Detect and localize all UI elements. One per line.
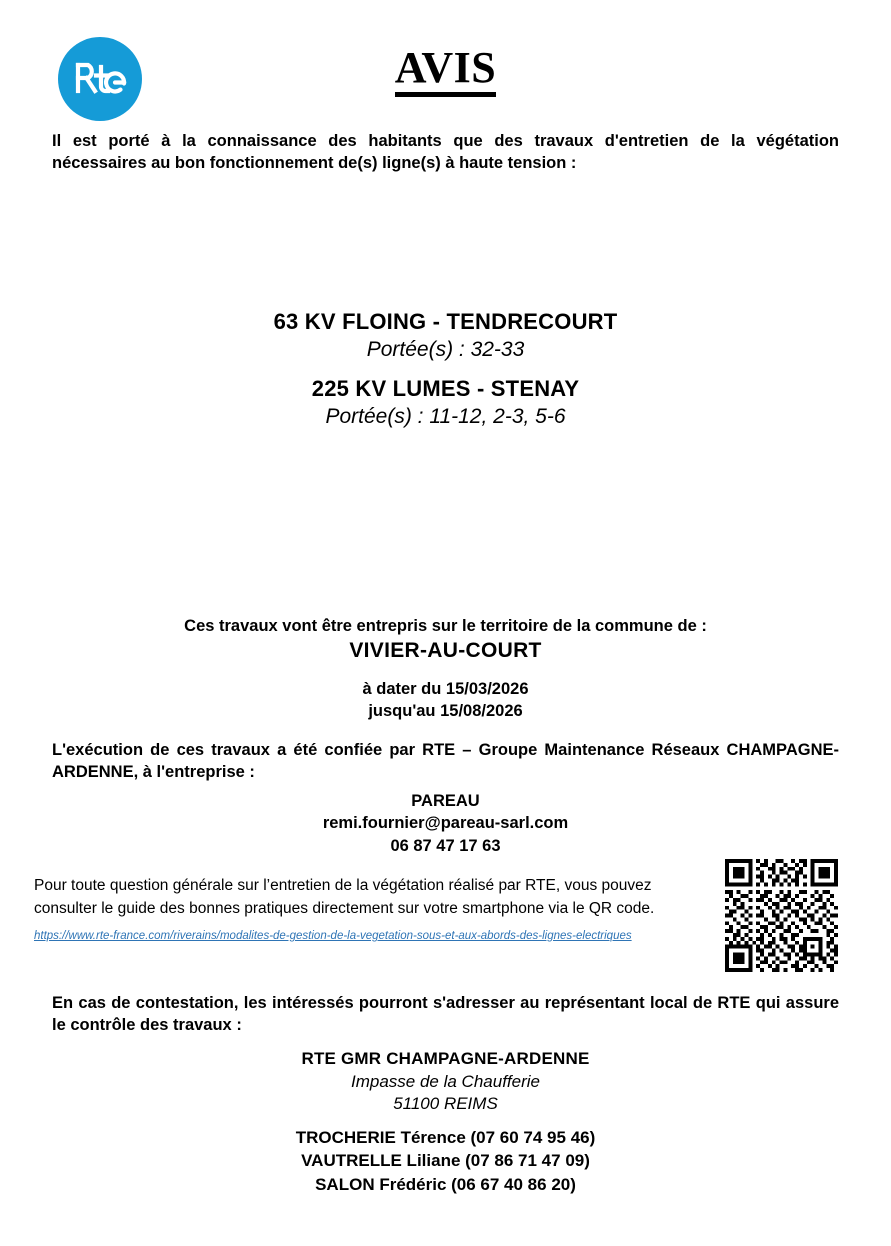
end-date: jusqu'au 15/08/2026 [368,702,523,721]
rte-office-city: 51100 REIMS [393,1094,498,1114]
qr-code[interactable] [725,859,838,972]
contractor-company: PAREAU [411,792,480,810]
contestation-lead: En cas de contestation, les intéressés pourront s'adresser au représentant local de RTE qui assure le contrôle des travaux : [52,994,839,1035]
line-2-block [0,375,891,430]
contractor-lead: L'exécution de ces travaux a été confiée par RTE – Groupe Maintenance Réseaux CHAMPAGNE-ARDENNE, à l'entreprise : [52,741,839,782]
line-1-spans: Portée(s) : 32-33 [366,337,525,361]
contact-person-1: TROCHERIE Térence (07 60 74 95 46) [295,1128,596,1147]
rte-office-block [0,1048,891,1115]
contact-person-3: SALON Frédéric (06 67 40 86 20) [315,1174,576,1194]
page-title [0,43,891,97]
contact-person-2: VAUTRELLE Liliane (07 86 71 47 09) [301,1151,590,1171]
contractor-email: remi.fournier@pareau-sarl.com [322,814,569,833]
line-1-block [0,308,891,363]
line-2-spans: Portée(s) : 11-12, 2-3, 5-6 [325,404,566,428]
vegetation-guide-link[interactable]: https://www.rte-france.com/riverains/modalites-de-gestion-de-la-vegetation-sous-et-aux-abords-des-lignes-electriques [34,930,632,942]
works-block [0,616,891,666]
works-dates [0,678,891,723]
qr-paragraph: Pour toute question générale sur l’entretien de la végétation réalisé par RTE, vous pouvez consulter le guide des bonnes pratiques directement sur votre smartphone via le QR code. [34,877,655,918]
intro-paragraph: Il est porté à la connaissance des habitants que des travaux d'entretien de la végétation nécessaires au bon fonctionnement de(s) ligne(s) à haute tension : [52,132,839,173]
start-date: à dater du 15/03/2026 [362,680,529,698]
document-header [0,0,891,120]
rte-office-name: RTE GMR CHAMPAGNE-ARDENNE [301,1049,590,1068]
contractor-block [0,790,891,857]
rte-office-street: Impasse de la Chaufferie [351,1071,540,1091]
page-title-text: AVIS [395,46,496,97]
line-1-name: 63 KV FLOING - TENDRECOURT [273,309,618,334]
commune-name: VIVIER-AU-COURT [349,639,542,663]
line-2-name: 225 KV LUMES - STENAY [311,376,580,401]
contact-persons-block [0,1126,891,1196]
contractor-phone: 06 87 47 17 63 [390,836,501,855]
works-lead: Ces travaux vont être entrepris sur le territoire de la commune de : [184,617,707,635]
